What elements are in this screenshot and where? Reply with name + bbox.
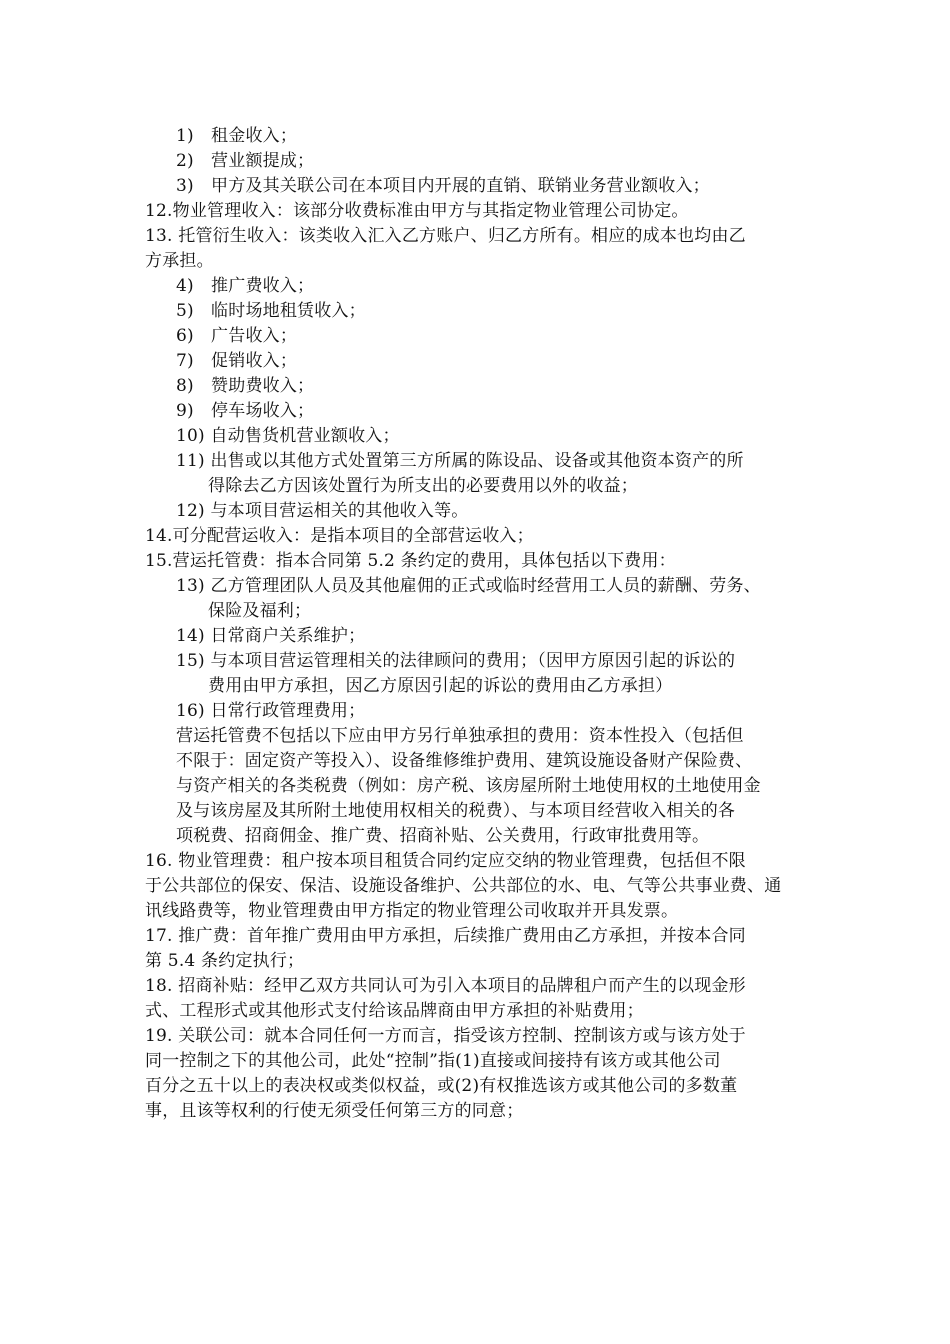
clause-14: 14.可分配营运收入：是指本项目的全部营运收入；	[145, 526, 534, 546]
list-item-8: 8) 赞助费收入；	[176, 376, 315, 396]
list-item-7: 7) 促销收入；	[176, 351, 298, 371]
exclusion-paragraph-line-5: 项税费、招商佣金、推广费、招商补贴、公关费用，行政审批费用等。	[176, 826, 710, 846]
list-item-14: 14) 日常商户关系维护；	[176, 626, 366, 646]
clause-18-line-2: 式、工程形式或其他形式支付给该品牌商由甲方承担的补贴费用；	[145, 1001, 644, 1021]
clause-16: 16. 物业管理费：租户按本项目租赁合同约定应交纳的物业管理费，包括但不限	[145, 851, 746, 871]
list-item-15-cont: 费用由甲方承担，因乙方原因引起的诉讼的费用由乙方承担）	[208, 676, 673, 696]
list-item-11-cont: 得除去乙方因该处置行为所支出的必要费用以外的收益；	[208, 476, 638, 496]
list-item-10: 10) 自动售货机营业额收入；	[176, 426, 400, 446]
list-item-4: 4) 推广费收入；	[176, 276, 315, 296]
clause-19: 19. 关联公司：就本合同任何一方而言，指受该方控制、控制该方或与该方处于	[145, 1026, 746, 1046]
clause-17-line-2: 第 5.4 条约定执行；	[145, 951, 305, 971]
clause-19-line-3: 百分之五十以上的表决权或类似权益，或(2)有权推选该方或其他公司的多数董	[145, 1076, 738, 1096]
list-item-16: 16) 日常行政管理费用；	[176, 701, 366, 721]
clause-12: 12.物业管理收入：该部分收费标准由甲方与其指定物业管理公司协定。	[145, 201, 689, 221]
clause-17: 17. 推广费：首年推广费用由甲方承担，后续推广费用由乙方承担，并按本合同	[145, 926, 746, 946]
list-item-15: 15) 与本项目营运管理相关的法律顾问的费用；（因甲方原因引起的诉讼的	[176, 651, 736, 671]
list-item-11: 11) 出售或以其他方式处置第三方所属的陈设品、设备或其他资本资产的所	[176, 451, 744, 471]
exclusion-paragraph-line-2: 不限于：固定资产等投入）、设备维修维护费用、建筑设施设备财产保险费、	[176, 751, 753, 771]
list-item-3: 3) 甲方及其关联公司在本项目内开展的直销、联销业务营业额收入；	[176, 176, 710, 196]
list-item-13-cont: 保险及福利；	[208, 601, 312, 621]
list-item-9: 9) 停车场收入；	[176, 401, 315, 421]
exclusion-paragraph-line-3: 与资产相关的各类税费（例如：房产税、该房屋所附土地使用权的土地使用金	[176, 776, 761, 796]
clause-13: 13. 托管衍生收入：该类收入汇入乙方账户、归乙方所有。相应的成本也均由乙	[145, 226, 746, 246]
clause-19-line-4: 事，且该等权利的行使无须受任何第三方的同意；	[145, 1101, 524, 1121]
clause-15: 15.营运托管费：指本合同第 5.2 条约定的费用，具体包括以下费用：	[145, 551, 676, 571]
list-item-13: 13) 乙方管理团队人员及其他雇佣的正式或临时经营用工人员的薪酬、劳务、	[176, 576, 761, 596]
list-item-12: 12) 与本项目营运相关的其他收入等。	[176, 501, 469, 521]
clause-16-line-2: 于公共部位的保安、保洁、设施设备维护、公共部位的水、电、气等公共事业费、通	[145, 876, 782, 896]
clause-13-cont: 方承担。	[145, 251, 214, 271]
list-item-2: 2) 营业额提成；	[176, 151, 315, 171]
clause-16-line-3: 讯线路费等，物业管理费由甲方指定的物业管理公司收取并开具发票。	[145, 901, 679, 921]
exclusion-paragraph-line-4: 及与该房屋及其所附土地使用权相关的税费）、与本项目经营收入相关的各	[176, 801, 736, 821]
clause-19-line-2: 同一控制之下的其他公司，此处“控制”指(1)直接或间接持有该方或其他公司	[145, 1051, 721, 1071]
exclusion-paragraph-line-1: 营运托管费不包括以下应由甲方另行单独承担的费用：资本性投入（包括但	[176, 726, 744, 746]
list-item-5: 5) 临时场地租赁收入；	[176, 301, 366, 321]
clause-18: 18. 招商补贴：经甲乙双方共同认可为引入本项目的品牌租户而产生的以现金形	[145, 976, 746, 996]
list-item-1: 1) 租金收入；	[176, 126, 298, 146]
list-item-6: 6) 广告收入；	[176, 326, 298, 346]
